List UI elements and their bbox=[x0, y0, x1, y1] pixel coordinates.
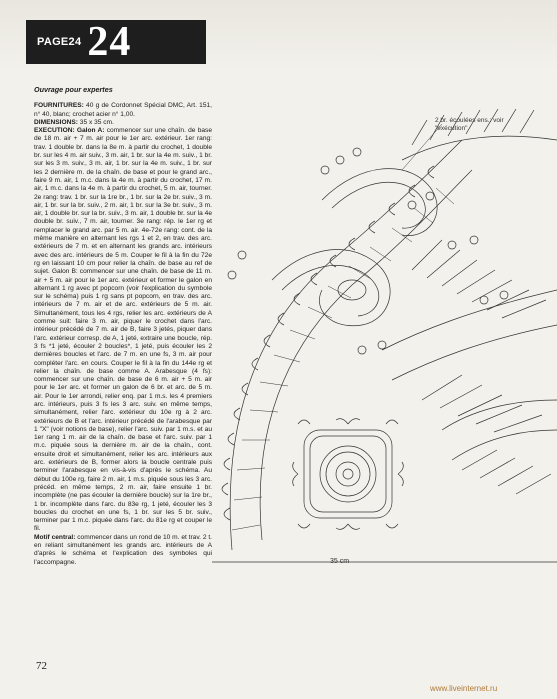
page-label-text: PAGE24 bbox=[37, 36, 82, 48]
instruction-body: 35 x 35 cm. bbox=[77, 118, 114, 126]
instruction-heading: DIMENSIONS: bbox=[34, 118, 78, 126]
page-big-number: 24 bbox=[87, 19, 132, 65]
central-motif bbox=[293, 419, 404, 530]
instruction-paragraph bbox=[34, 534, 212, 567]
difficulty-level: Ouvrage pour expertes bbox=[34, 85, 113, 94]
instruction-heading: EXECUTION: Galon A: bbox=[34, 127, 105, 135]
instruction-body: commencer sur une chaîn. de base de 18 m. air + 7 m. air pour le 1er arc. extérieur. 1er rang: trav. 1 double br. dans la 8e m. à partir du crochet, 1 double br. sur les 4 m. air suiv., 3 m. air, 1 br. sur la 4e m. suiv., 1 br. sur les 3 m. suiv., 3 m. air, 1 br. sur la 4e m. suiv., 1 br. sur les 2 dernière m. de la chaîn. de base et pour le grand arc., faire 9 m. air, 1 m.c. dans la 4e m. à partir du crochet, 17 m. air, 1 m.c. dans la 4e m. à partir du crochet, 5 m. air, tourner. 2e rang: trav. 1 br. sur la 1re br., 1 br. sur la 2e br. suiv., 3 m. air, 1 br. sur la br. suiv., 2 m. air, 1 br. sur la 3e br. suiv., 3 m. air, 1 double br. sur la br. suiv., 3 m. air, 1 double br. sur la 4e double br. suiv., 7 m. air, tourner. 3e rang: rép. le 1er rg et remplacer le grand arc. par 5 m. air. 4e-72e rang: cont. de la même manière en alternant les rgs 1 et 2, en trav. des arc. extérieurs de 7 m. et en alternant les grands arc. intérieurs avec des arc. intérieurs de 5 m. Couper le fil à la fin du 72e rg en laissant 10 cm pour relier la chaîn. de base au ref de sujet. Galon B: commencer sur une chaîn. de base de 11 m. air + 5 m. air pour le 1er arc. extérieur et former le galon en alternant 1 rg avec pt popcorn (voir l'explication du symbole sur le schéma) puis 1 rg sans pt popcorn, en trav. des arc. intérieurs de 7 m. air et de arc. extérieurs de 5 m. air. Simultanément, tous les 4 rgs, relier les arc. extérieurs de A comme suit: faire 3 m. air, piquer le crochet dans l'arc. intérieur précédé de 7 m. air de B, faire 3 jetés, piquer dans l'arc. extérieur corresp. de A, 1 jeté, extraire une boucle, rép. 3 fs *1 jeté, écouler 2 boucles*, 1 jeté, puis écouler les 2 dernières boucles et l'arc. de 7 m. en une fs, 3 m. air pour compléter l'arc. en cours. Couper le fil à la fin du 144e rg et relier la chaîn. de base comme A. Arabesque (4 fs): commencer sur une chaîn. de base de 6 m. air + 5 m. air pour le 1er arc. et former un galon de 6 br. et arc. de 5 m. air. Pour le 1er arrondi, relier enq. par 1 m.s. les 4 premiers arc. intérieurs, puis 3 fs les 3 arc. suiv. en même temps, simultanément, relier l'arc. extérieur du 10e rg à 2 arc. extérieurs de B et l'arc. intérieur précédé de l'arabesque par 1 "X" (voir notions de base), relier l'arc. suiv. par 1 m.s. et au 1er rang 1 m. air de la chaîn. de base et l'arc. suiv. par 1 m.c. piquée sous la dernière m. air de la chaîn., cont. ensuite droit et simultanément, relier les arc. intérieurs aux arc. extérieurs de B, former alors la boucle centrale puis terminer l'arabesque en vis-à-vis d'après le schéma. Au début du 100e rg, faire 2 m. air, 1 m.s. piquée sous les 3 arc. précéd. en même temps, 2 m. air, faire ensuite 1 br. incomplète (ne pas écouler la dernière boucle) sur la 1re br., 1 br. incomplète dans l'arc. du 83e rg, 1 jeté, écouler les 3 boucles du crochet en une fs, 1 br. sur les 5 br. suiv., terminer par 1 m.c. piquée dans l'arc. du 81e rg et couper le fil. bbox=[34, 127, 212, 533]
galon-loops bbox=[222, 166, 434, 520]
instruction-body: 40 g de Cordonnet Spécial DMC, Art. 151, n° 40, blanc; crochet acier n° 1,00. bbox=[34, 102, 212, 118]
watermark: www.liveinternet.ru bbox=[430, 684, 498, 693]
instruction-heading: Motif central: bbox=[34, 533, 76, 541]
popcorn-stitches bbox=[228, 148, 508, 354]
instruction-paragraph bbox=[34, 119, 212, 127]
instruction-body: commencer dans un rond de 10 m. et trav. 2 t. en reliant simultanément les grands arc. intérieurs de A d'après le schéma et l'explication des symboles qui l'accompagne. bbox=[34, 533, 212, 566]
instructions-paragraphs bbox=[34, 102, 212, 567]
instructions-column bbox=[34, 86, 212, 567]
fan-galon bbox=[382, 109, 557, 494]
crochet-diagram bbox=[212, 100, 557, 570]
galon-outline bbox=[230, 140, 462, 550]
page-label-box bbox=[26, 20, 206, 64]
arabesque bbox=[272, 169, 437, 326]
page-number: 72 bbox=[36, 660, 47, 672]
diagram-callout: 2 br. écoulées ens.: voir "exécution" bbox=[435, 117, 504, 132]
dimension-line bbox=[212, 558, 557, 566]
instruction-heading: FOURNITURES: bbox=[34, 102, 84, 110]
instruction-paragraph bbox=[34, 102, 212, 119]
dimension-label: 35 cm bbox=[330, 558, 350, 565]
instruction-paragraph bbox=[34, 127, 212, 534]
